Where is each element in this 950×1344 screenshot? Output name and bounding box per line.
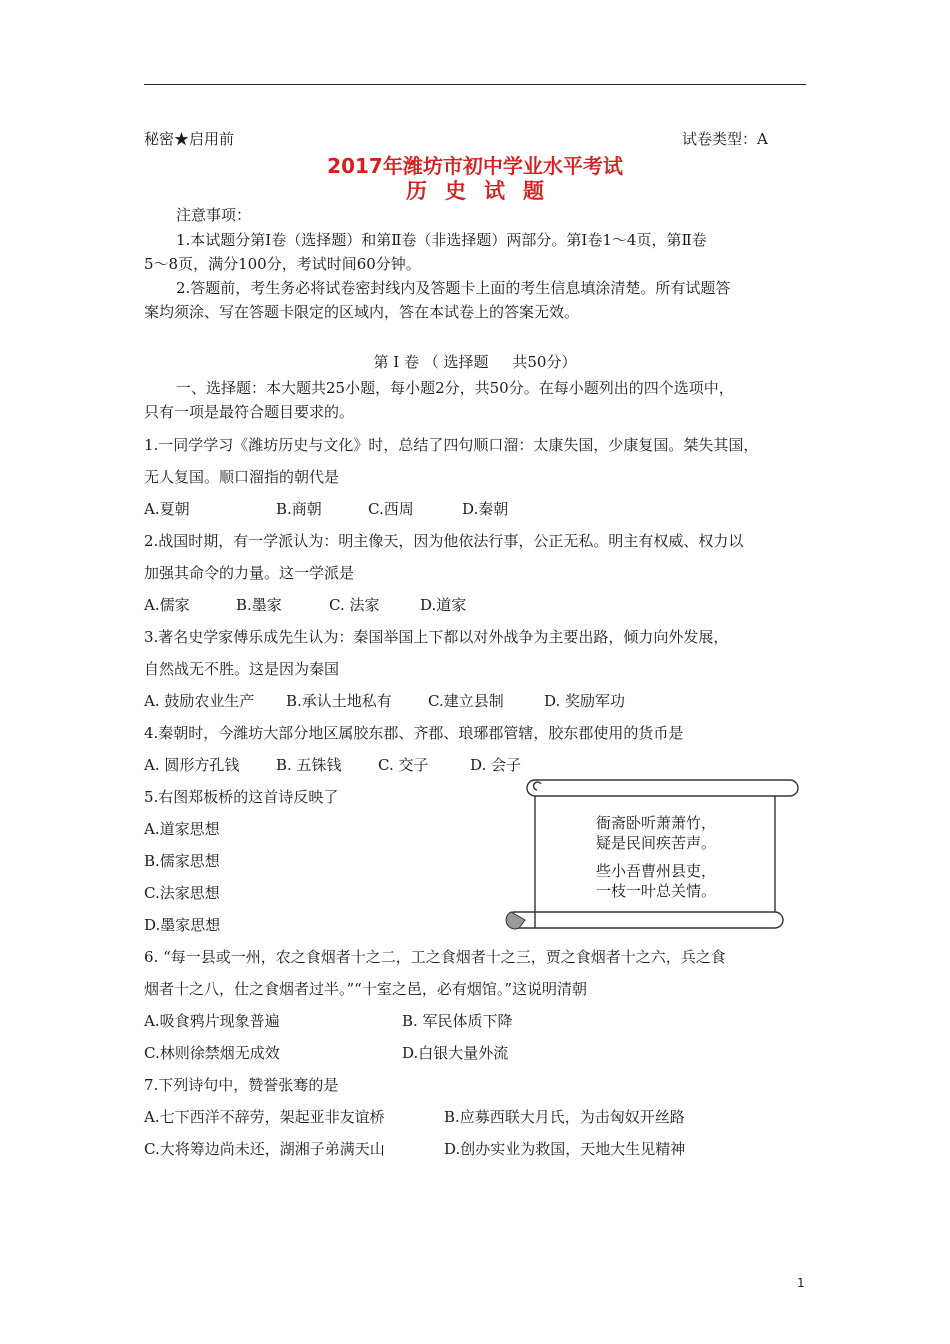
note-2a: 2.答题前，考生务必将试卷密封线内及答题卡上面的考生信息填涂清楚。所有试题答	[176, 279, 731, 297]
q1-option-d: D.秦朝	[462, 500, 509, 518]
exam-title: 2017年潍坊市初中学业水平考试	[327, 154, 623, 178]
q4-stem: 4.秦朝时，今潍坊大部分地区属胶东郡、齐郡、琅琊郡管辖，胶东郡使用的货币是	[144, 724, 684, 742]
q2-stem-a: 2.战国时期，有一学派认为：明主像天，因为他依法行事，公正无私。明主有权威、权力以	[144, 532, 744, 550]
q2-option-a: A.儒家	[144, 596, 190, 614]
q7-option-d: D.创办实业为救国，天地大生见精神	[444, 1140, 686, 1158]
subject-title: 历史试题	[406, 179, 562, 203]
q3-option-b: B.承认土地私有	[286, 692, 392, 710]
notes-heading: 注意事项：	[176, 206, 252, 224]
paper-type-label: 试卷类型：A	[682, 130, 768, 148]
section-intro-a: 一、选择题：本大题共25小题，每小题2分，共50分。在每小题列出的四个选项中，	[176, 379, 734, 397]
q3-option-c: C.建立县制	[428, 692, 504, 710]
q4-option-c: C. 交子	[378, 756, 429, 774]
q2-option-c: C. 法家	[329, 596, 380, 614]
section-title: 第 Ⅰ 卷 （ 选择题 共50分）	[373, 353, 577, 371]
q3-stem-a: 3.著名史学家傅乐成先生认为：秦国举国上下都以对外战争为主要出路，倾力向外发展，	[144, 628, 729, 646]
q7-option-b: B.应募西联大月氏，为击匈奴开丝路	[444, 1108, 685, 1126]
q6-option-c: C.林则徐禁烟无成效	[144, 1044, 280, 1062]
page-number: 1	[797, 1276, 805, 1290]
q2-option-d: D.道家	[420, 596, 467, 614]
q4-option-d: D. 会子	[470, 756, 522, 774]
scroll-frame	[505, 778, 800, 930]
q6-option-a: A.吸食鸦片现象普遍	[144, 1012, 280, 1030]
q7-option-a: A.七下西洋不辞劳，架起亚非友谊桥	[144, 1108, 385, 1126]
poem-line-4: 一枝一叶总关情。	[596, 882, 717, 900]
q5-option-d: D.墨家思想	[144, 916, 221, 934]
q6-option-d: D.白银大量外流	[402, 1044, 509, 1062]
q5-option-c: C.法家思想	[144, 884, 220, 902]
note-1a: 1.本试题分第Ⅰ卷（选择题）和第Ⅱ卷（非选择题）两部分。第Ⅰ卷1～4页，第Ⅱ卷	[176, 231, 707, 249]
q6-stem-a: 6. “每一县或一州，农之食烟者十之二，工之食烟者十之三，贾之食烟者十之六，兵之食	[144, 948, 726, 966]
q2-stem-b: 加强其命令的力量。这一学派是	[144, 564, 355, 582]
note-1b: 5～8页，满分100分，考试时间60分钟。	[144, 255, 421, 273]
q2-option-b: B.墨家	[236, 596, 282, 614]
confidential-label: 秘密★启用前	[144, 130, 235, 148]
q1-stem-b: 无人复国。顺口溜指的朝代是	[144, 468, 340, 486]
top-rule	[144, 84, 806, 85]
poem-line-1: 衙斋卧听萧萧竹，	[596, 814, 717, 832]
poem-line-3: 些小吾曹州县吏，	[596, 862, 717, 880]
q7-option-c: C.大将筹边尚未还，湖湘子弟满天山	[144, 1140, 385, 1158]
q3-option-d: D. 奖励军功	[544, 692, 626, 710]
q4-option-a: A. 圆形方孔钱	[144, 756, 240, 774]
q6-stem-b: 烟者十之八，仕之食烟者过半。”“十室之邑，必有烟馆。”这说明清朝	[144, 980, 588, 998]
q1-option-b: B.商朝	[276, 500, 322, 518]
q5-option-a: A.道家思想	[144, 820, 220, 838]
q1-stem-a: 1.一同学学习《潍坊历史与文化》时，总结了四句顺口溜：太康失国，少康复国。桀失其国，	[144, 436, 759, 454]
q5-option-b: B.儒家思想	[144, 852, 220, 870]
q5-stem: 5.右图郑板桥的这首诗反映了	[144, 788, 339, 806]
q3-stem-b: 自然战无不胜。这是因为秦国	[144, 660, 340, 678]
poem-line-2: 疑是民间疾苦声。	[596, 834, 717, 852]
q4-option-b: B. 五铢钱	[276, 756, 342, 774]
q1-option-c: C.西周	[368, 500, 414, 518]
q6-option-b: B. 军民体质下降	[402, 1012, 513, 1030]
section-intro-b: 只有一项是最符合题目要求的。	[144, 403, 355, 421]
q7-stem: 7.下列诗句中，赞誉张骞的是	[144, 1076, 339, 1094]
q1-option-a: A.夏朝	[144, 500, 190, 518]
q3-option-a: A. 鼓励农业生产	[144, 692, 255, 710]
note-2b: 案均须涂、写在答题卡限定的区域内，答在本试卷上的答案无效。	[144, 303, 580, 321]
